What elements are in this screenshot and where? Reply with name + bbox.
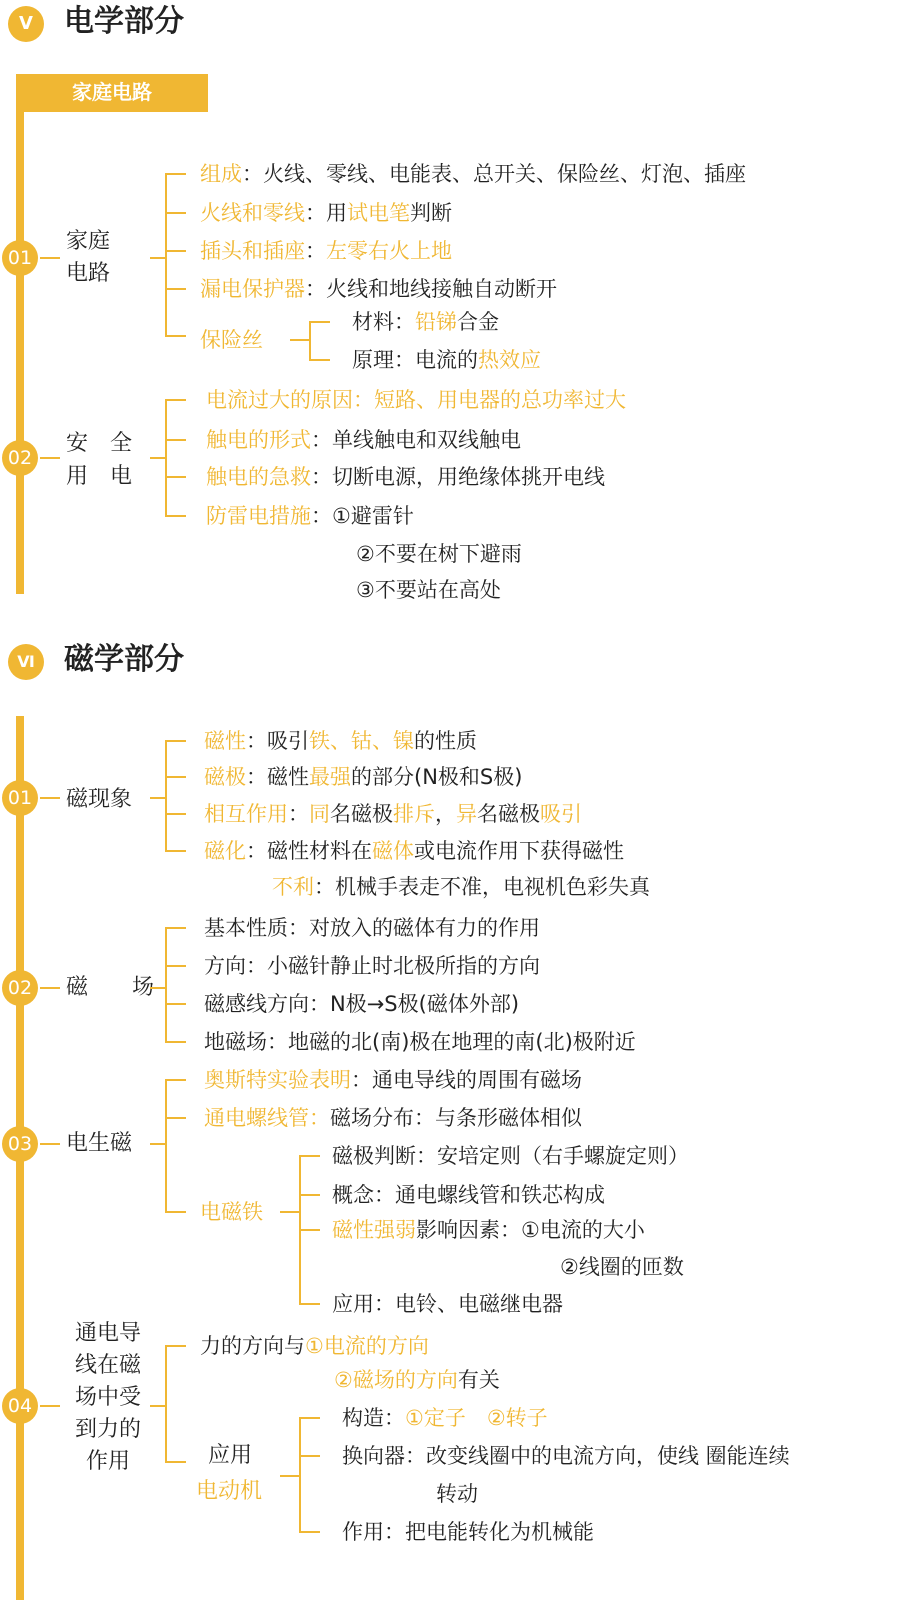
section-badge-vi: Ⅵ bbox=[8, 644, 44, 680]
text-segment: 火线和零线 bbox=[200, 201, 305, 225]
text-segment: 原理：电流的 bbox=[352, 348, 478, 372]
text-segment: 最强 bbox=[309, 765, 351, 789]
motor-label-b: 电动机 bbox=[196, 1479, 263, 1504]
text-segment: 磁性 bbox=[204, 729, 246, 753]
text-segment: 电流过大的原因：短路、用电器的总功率过大 bbox=[206, 388, 626, 412]
text-segment: 的部分(N极和S极) bbox=[351, 765, 523, 789]
topic-label-magnetic-phenomena: 磁现象 bbox=[66, 787, 133, 812]
text-segment: 转动 bbox=[436, 1482, 478, 1506]
topic-label-magnetic-field: 磁 场 bbox=[66, 975, 155, 1000]
text-segment: ：切断电源，用绝缘体挑开电线 bbox=[311, 465, 605, 489]
text-segment bbox=[466, 1406, 487, 1430]
text-segment: 吸引 bbox=[540, 802, 582, 826]
text-segment: 基本性质：对放入的磁体有力的作用 bbox=[204, 916, 540, 940]
text-segment: ：磁性材料在 bbox=[246, 839, 372, 863]
text-line bbox=[352, 346, 541, 374]
text-segment: 排斥 bbox=[393, 802, 435, 826]
text-line bbox=[200, 199, 452, 227]
text-segment: 磁感线方向：N极→S极(磁体外部) bbox=[204, 992, 520, 1016]
text-segment: 保险丝 bbox=[200, 328, 263, 352]
text-segment: ②线圈的匝数 bbox=[560, 1255, 684, 1279]
text-segment: 磁性强弱 bbox=[332, 1218, 416, 1242]
text-segment: 试电笔 bbox=[347, 201, 410, 225]
text-segment: ：火线和地线接触自动断开 bbox=[305, 277, 557, 301]
text-segment: ①电流的方向 bbox=[305, 1334, 429, 1358]
text-segment: ③不要站在高处 bbox=[356, 578, 501, 602]
text-line bbox=[206, 386, 626, 414]
text-segment: 不利 bbox=[272, 875, 314, 899]
text-segment: 磁极 bbox=[204, 765, 246, 789]
text-segment: 铅锑 bbox=[415, 310, 457, 334]
text-segment: 相互作用 bbox=[204, 802, 288, 826]
topic-label-force-on-conductor: 通电导 线在磁 场中受 到力的 作用 bbox=[74, 1321, 141, 1474]
text-segment: 或电流作用下获得磁性 bbox=[414, 839, 624, 863]
text-line bbox=[204, 990, 519, 1018]
item-number: 04 bbox=[2, 1388, 38, 1424]
text-line bbox=[356, 576, 501, 604]
text-segment: 磁场分布：与条形磁体相似 bbox=[330, 1106, 582, 1130]
text-line bbox=[356, 540, 522, 568]
text-line bbox=[342, 1518, 594, 1546]
item-number: 01 bbox=[2, 240, 38, 276]
text-line bbox=[204, 763, 522, 791]
topic-label-safe-use-a: 安 全 bbox=[66, 431, 133, 456]
text-line bbox=[200, 1198, 263, 1226]
text-line bbox=[200, 237, 452, 265]
text-line bbox=[436, 1480, 478, 1508]
text-segment: 作用：把电能转化为机械能 bbox=[342, 1520, 594, 1544]
text-segment: ：①避雷针 bbox=[311, 504, 414, 528]
text-segment: 奥斯特实验表明 bbox=[204, 1068, 351, 1092]
section-title-electricity: 电学部分 bbox=[64, 4, 184, 39]
text-segment: 名磁极 bbox=[477, 802, 540, 826]
text-segment: ：吸引 bbox=[246, 729, 309, 753]
text-line bbox=[204, 952, 540, 980]
text-line bbox=[204, 1028, 636, 1056]
text-line bbox=[200, 326, 263, 354]
item-number: 02 bbox=[2, 440, 38, 476]
item-number: 01 bbox=[2, 780, 38, 816]
text-segment: 磁极判断：安培定则（右手螺旋定则） bbox=[332, 1144, 689, 1168]
text-segment: 防雷电措施 bbox=[206, 504, 311, 528]
text-line bbox=[272, 873, 650, 901]
text-segment: ：火线、零线、电能表、总开关、保险丝、灯泡、插座 bbox=[242, 162, 746, 186]
text-segment: 有关 bbox=[457, 1368, 500, 1392]
text-segment: 通电螺线管： bbox=[204, 1106, 330, 1130]
text-segment: ， bbox=[435, 802, 456, 826]
text-segment: ：单线触电和双线触电 bbox=[311, 428, 521, 452]
text-segment: ②磁场的方向 bbox=[334, 1368, 458, 1392]
text-segment: ：机械手表走不准，电视机色彩失真 bbox=[314, 875, 650, 899]
text-line bbox=[206, 463, 605, 491]
text-line bbox=[204, 837, 624, 865]
text-segment: 名磁极 bbox=[330, 802, 393, 826]
text-segment: 磁体 bbox=[372, 839, 414, 863]
text-line bbox=[204, 800, 582, 828]
text-line bbox=[342, 1404, 548, 1432]
text-segment: 地磁场：地磁的北(南)极在地理的南(北)极附近 bbox=[204, 1030, 636, 1054]
text-segment: 构造： bbox=[342, 1406, 405, 1430]
text-segment: 电磁铁 bbox=[200, 1200, 263, 1224]
text-segment: 材料： bbox=[352, 310, 415, 334]
text-segment: 左零右火上地 bbox=[326, 239, 452, 263]
text-line bbox=[342, 1442, 790, 1470]
text-segment: ②不要在树下避雨 bbox=[356, 542, 522, 566]
text-segment: 影响因素：①电流的大小 bbox=[416, 1218, 645, 1242]
text-segment: ①定子 bbox=[405, 1406, 466, 1430]
text-segment: 方向：小磁针静止时北极所指的方向 bbox=[204, 954, 540, 978]
text-segment: 的性质 bbox=[414, 729, 477, 753]
tab-household-circuit: 家庭电路 bbox=[16, 74, 208, 112]
text-segment: 组成 bbox=[200, 162, 242, 186]
topic-label-electromagnetism: 电生磁 bbox=[66, 1131, 133, 1156]
text-line bbox=[334, 1366, 500, 1394]
text-segment: ：磁性 bbox=[246, 765, 309, 789]
text-line bbox=[206, 426, 521, 454]
text-segment: 换向器：改变线圈中的电流方向，使线 圈能连续 bbox=[342, 1444, 790, 1468]
motor-label-a: 应用 bbox=[208, 1443, 253, 1468]
text-line bbox=[332, 1216, 645, 1244]
text-line bbox=[332, 1181, 605, 1209]
item-number: 03 bbox=[2, 1126, 38, 1162]
text-segment: 力的方向与 bbox=[200, 1334, 305, 1358]
text-segment: 应用：电铃、电磁继电器 bbox=[332, 1292, 563, 1316]
topic-label-household-circuit: 家庭 电路 bbox=[66, 229, 111, 286]
text-segment: ②转子 bbox=[486, 1406, 548, 1430]
text-line bbox=[200, 1332, 429, 1360]
text-line bbox=[332, 1142, 689, 1170]
text-segment: 热效应 bbox=[478, 348, 541, 372]
text-line bbox=[204, 914, 540, 942]
text-line bbox=[332, 1290, 563, 1318]
text-segment: 概念：通电螺线管和铁芯构成 bbox=[332, 1183, 605, 1207]
text-line bbox=[560, 1253, 684, 1281]
text-segment: 异 bbox=[456, 802, 477, 826]
text-segment: ：用 bbox=[305, 201, 347, 225]
text-line bbox=[352, 308, 499, 336]
text-segment: 触电的形式 bbox=[206, 428, 311, 452]
text-line bbox=[204, 1104, 582, 1132]
text-line bbox=[206, 502, 414, 530]
text-segment: 漏电保护器 bbox=[200, 277, 305, 301]
text-line bbox=[204, 727, 477, 755]
text-segment: ： bbox=[305, 239, 326, 263]
text-segment: 铁、钴、镍 bbox=[309, 729, 414, 753]
text-line bbox=[204, 1066, 582, 1094]
text-segment: 合金 bbox=[457, 310, 499, 334]
section-title-magnetism: 磁学部分 bbox=[64, 642, 184, 677]
text-segment: 磁化 bbox=[204, 839, 246, 863]
text-line bbox=[200, 275, 557, 303]
text-line bbox=[200, 160, 746, 188]
text-segment: 插头和插座 bbox=[200, 239, 305, 263]
text-segment: ：通电导线的周围有磁场 bbox=[351, 1068, 582, 1092]
text-segment: 同 bbox=[309, 802, 330, 826]
item-number: 02 bbox=[2, 970, 38, 1006]
section-badge-v: Ⅴ bbox=[8, 6, 44, 42]
text-segment: 触电的急救 bbox=[206, 465, 311, 489]
text-segment: 判断 bbox=[410, 201, 452, 225]
topic-label-safe-use-b: 用 电 bbox=[66, 464, 133, 489]
text-segment: ： bbox=[288, 802, 309, 826]
